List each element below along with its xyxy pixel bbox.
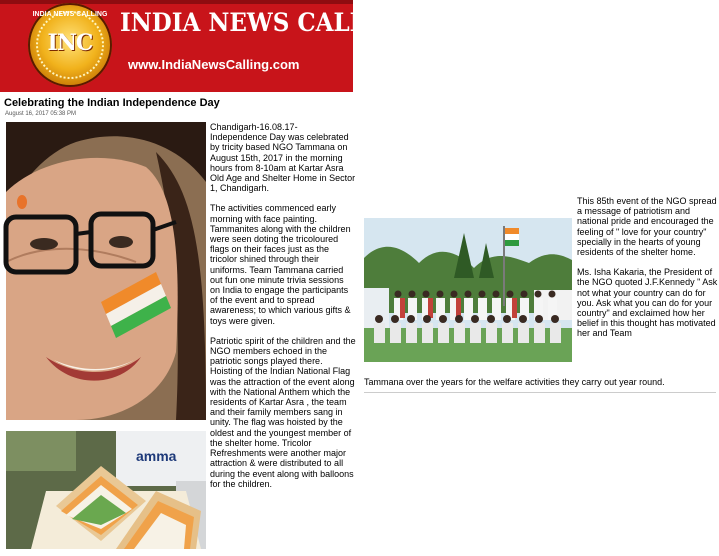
- group-photo: [364, 218, 572, 362]
- article-paragraph: This 85th event of the NGO spread a message of patriotism and national pride and encouraged the feeling of " love for your country" specially in the hearts of young residents of the shelter home.: [577, 196, 717, 258]
- article-date: August 16, 2017 05:38 PM: [5, 111, 77, 117]
- article-paragraph: The activities commenced early morning with face painting. Tammanites along with the children were seen doting the tricoloured flags on their faces just as the tricolor shined through their uniforms. Team Tammana carried out fun one minute trivia sessions on India to engage the participants of the event and to spread awareness; to which various gifts & toys were given.: [210, 203, 351, 326]
- banner-top-stripe: [0, 0, 353, 4]
- article-body-left: [210, 122, 356, 499]
- logo-letters: INC: [47, 30, 93, 56]
- article-paragraph: Ms. Isha Kakaria, the President of the NGO quoted J.F.Kennedy " Ask not what your country can do for you. Ask what you can do for your country" and exclaimed how her belief in this thought has motivated her and Team: [577, 267, 718, 339]
- site-logo[interactable]: [28, 3, 112, 87]
- sandwich-illustration: [6, 431, 206, 549]
- article-paragraph: Patriotic spirit of the children and the NGO members echoed in the patriotic songs played there. Hoisting of the Indian National Flag was the attraction of the event along with the National Anthem which the residents of Kartar Asra , the team and their family members sang in unity. The flag was hoisted by the oldest and the youngest member of the shelter home. Tricolor Refreshments were another major attraction & were distributed to all during the event along with balloons for the children.: [210, 335, 356, 489]
- article-closing-line: Tammana over the years for the welfare activities they carry out year round.: [364, 377, 665, 387]
- group-photo-illustration: [364, 218, 572, 362]
- article-paragraph: Chandigarh-16.08.17- Independence Day was celebrated by tricity based NGO Tammana on August 15th, 2017 in the morning hours from 8-10am at Kartar Asra Old Age and Shelter Home in Sector 1, Chandigarh.: [210, 122, 356, 194]
- site-url[interactable]: www.IndiaNewsCalling.com: [128, 57, 300, 72]
- logo-arc-text: INDIA NEWS CALLING: [32, 11, 108, 18]
- face-paint-photo: [6, 122, 206, 420]
- article-body-right: [577, 196, 719, 349]
- sandwich-photo: [6, 431, 206, 549]
- site-banner[interactable]: [0, 0, 418, 92]
- shirt-text: amma: [136, 448, 177, 464]
- face-paint-illustration: [6, 122, 206, 420]
- site-title: INDIA NEWS CALLING: [120, 8, 418, 37]
- article-title: Celebrating the Indian Independence Day: [4, 97, 220, 109]
- divider: [364, 392, 716, 393]
